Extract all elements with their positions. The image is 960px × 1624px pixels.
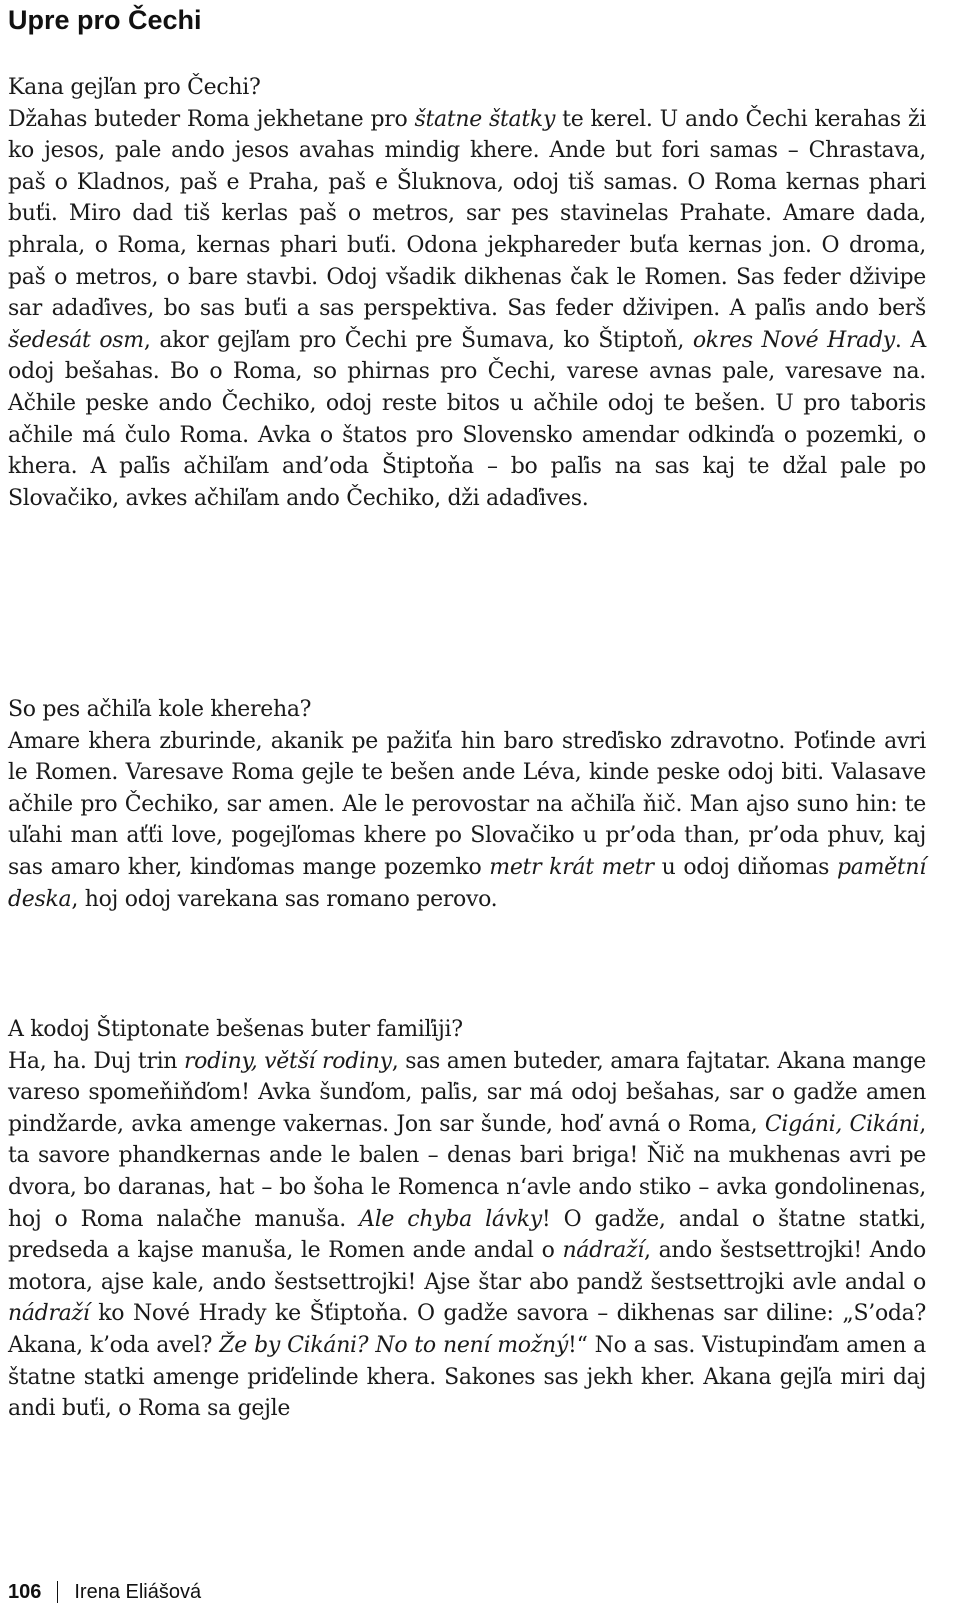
footer-divider: [57, 1581, 58, 1603]
text-run: , akor gejľam pro Čechi pre Šumava, ko Štiptoň,: [143, 327, 693, 353]
italic-phrase: okres Nové Hrady: [692, 327, 895, 353]
interview-answer: [8, 104, 926, 515]
interview-answer: [8, 726, 926, 916]
text-run: Džahas buteder Roma jekhetane pro: [8, 106, 415, 132]
author-name: Irena Eliášová: [74, 1581, 202, 1603]
interview-section-3: [8, 1014, 926, 1425]
interview-question: Kana gejľan pro Čechi?: [8, 75, 261, 100]
text-run: , sas amen buteder, amara fajtatar. Akana mange vareso spomeňiňďom! Avka šunďom, paľis, sar má odoj bešahas, sar o gadže amen pindžarde, avka amenge vakernas. Jon sar šunde, hoď avná o Roma,: [8, 1048, 926, 1137]
interview-section-2: [8, 694, 926, 915]
text-run: , ando šestsettrojki! Ando motora, ajse kale, ando šestsettrojki! Ajse štar abo pandž šestsettrojki avle andal o: [8, 1238, 926, 1295]
page-title: Upre pro Čechi: [8, 5, 202, 35]
italic-phrase: Ale chyba lávky: [359, 1206, 542, 1232]
text-run: te kerel. U ando Čechi kerahas ži ko jesos, pale ando jesos avahas mindig khere. Ande but fori samas – Chrastava, paš o Kladnos, paš e Praha, paš e Šluknova, odoj tiš samas. O Roma kernas phari buťi. Miro dad tiš kerlas paš o metros, sar pes stavinelas Prahate. Amare dada, phrala, o Roma, kernas phari buťi. Odona jekphareder buťa kernas jon. O droma, paš o metros, o bare stavbi. Odoj všadik dikhenas čak le Romen. Sas feder dživipe sar adaďives, bo sas buťi a sas perspektiva. Sas feder dživipen. A paľis ando berš: [8, 106, 927, 322]
italic-phrase: šedesát osm: [8, 327, 144, 353]
italic-phrase: Cigáni, Cikáni: [764, 1111, 920, 1137]
interview-answer: [8, 1046, 926, 1425]
interview-section-1: [8, 72, 926, 514]
text-run: . A odoj bešahas. Bo o Roma, so phirnas pro Čechi, varese avnas pale, varesave na. Ačhile peske ando Čechiko, odoj reste bitos u ačhile odoj te bešen. U pro taboris ačhile má čulo Roma. Avka o štatos pro Slovensko amendar odkinďa o pozemki, o khera. A paľis ačhiľam and’oda Štiptoňa – bo paľis na sas kaj te džal pale po Slovačiko, avkes ačhiľam ando Čechiko, dži adaďives.: [8, 327, 926, 511]
italic-phrase: štatne štatky: [414, 106, 556, 132]
text-run: , ta savore phandkernas ande le balen – denas bari briga! Ňič na mukhenas avri pe dvora, bo daranas, hat – bo šoha le Romenca n‘avle ando stiko – avka gondolinenas, hoj o Roma nalačhe manuša.: [8, 1111, 926, 1232]
interview-question: So pes ačhiľa kole khereha?: [8, 697, 312, 722]
text-run: ! O gadže, andal o štatne statki, predseda a kajse manuša, le Romen ande andal o: [8, 1206, 927, 1264]
page-number: 106: [8, 1581, 42, 1603]
page-footer: [8, 1578, 201, 1606]
text-run: ko Nové Hrady ke Šťiptoňa. O gadže savora – dikhenas sar diline: „S’oda? Akana, k’oda avel?: [8, 1301, 926, 1358]
italic-phrase: Že by Cikáni? No to není možný: [219, 1332, 569, 1358]
interview-question: A kodoj Štiptonate bešenas buter famiľiji?: [8, 1017, 463, 1042]
italic-phrase: nádraží: [8, 1301, 90, 1327]
text-run: !“ No a sas. Vistupinďam amen a štatne statki amenge priďelinde khera. Sakones sas jekh kher. Akana gejľa miri daj andi buťi, o Roma sa gejle: [8, 1332, 926, 1422]
text-run: , hoj odoj varekana sas romano perovo.: [71, 886, 498, 912]
italic-phrase: nádraží: [562, 1238, 644, 1264]
italic-phrase: metr krát metr: [489, 854, 654, 880]
italic-phrase: rodiny, větší rodiny: [183, 1048, 392, 1074]
text-run: Amare khera zburinde, akanik pe pažiťa hin baro streďisko zdravotno. Poťinde avri le Romen. Varesave Roma gejle te bešen ande Léva, kinde peske odoj biti. Valasave ačhile pro Čechiko, sar amen. Ale le perovostar na ačhiľa ňič. Man ajso suno hin: te uľahi man aťťi love, pogejľomas khere po Slovačiko u pr’oda than, pr’oda phuv, kaj sas amaro kher, kinďomas mange pozemko: [8, 728, 926, 880]
text-run: Ha, ha. Duj trin: [8, 1048, 184, 1074]
italic-phrase: pamětní deska: [8, 854, 926, 912]
text-run: u odoj diňomas: [653, 854, 837, 880]
